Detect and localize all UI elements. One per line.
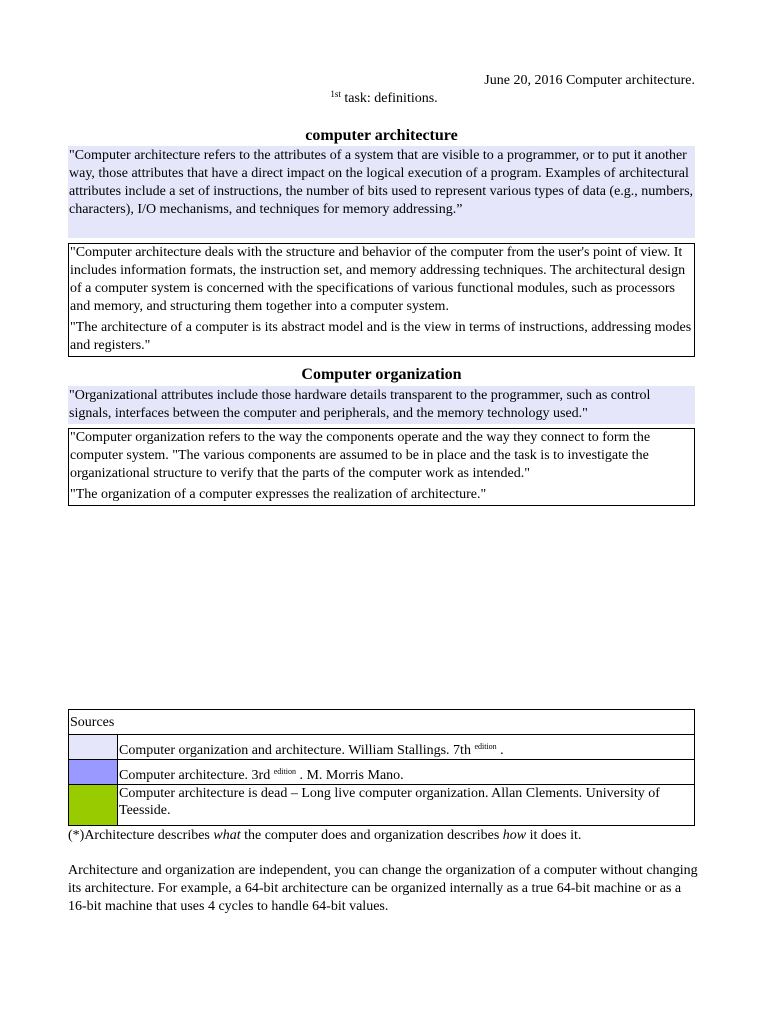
source-citation: Computer organization and architecture. William Stallings. 7th $^{edition}$ .: [118, 735, 695, 760]
source-row: [69, 760, 695, 785]
sources-title: Sources: [69, 710, 695, 735]
architecture-definition-stallings: [68, 146, 695, 238]
emphasis-how: how: [502, 828, 527, 843]
date-title: June 20, 2016 Computer architecture.: [484, 73, 695, 88]
source-color-swatch: [69, 785, 118, 826]
sources-table: [68, 709, 695, 826]
source-color-swatch: [69, 760, 118, 785]
architecture-vs-organization-note: (*)Architecture describes what the computer does and organization describes how it does it.: [68, 828, 582, 843]
organization-definitions-box: [68, 428, 695, 506]
definition-text: "The organization of a computer expresses the realization of architecture.": [70, 487, 487, 502]
citation-superscript: edition: [273, 767, 296, 776]
definition-text: "The architecture of a computer is its abstract model and is the view in terms of instructions, addressing modes and registers.": [70, 320, 692, 353]
task-line: [0, 90, 768, 108]
task-label: task: definitions.: [340, 91, 438, 106]
closing-paragraph: Architecture and organization are independent, you can change the organization of a computer without changing its architecture. For example, a 64-bit architecture can be organized internally as a true 64-bit machine or as a 16-bit machine that uses 4 cycles to handle 64-bit values.: [68, 863, 698, 914]
source-citation: Computer architecture is dead – Long live computer organization. Allan Clements. University of Teesside.: [118, 785, 695, 826]
sources-header-row: [69, 710, 695, 735]
organization-heading: Computer organization: [301, 366, 462, 383]
source-color-swatch: [69, 735, 118, 760]
source-row: [69, 735, 695, 760]
architecture-definitions-box: [68, 243, 695, 357]
citation-superscript: edition: [474, 742, 497, 751]
definition-text: "Computer architecture refers to the attributes of a system that are visible to a programmer, or to put it another way, those attributes that have a direct impact on the logical execution of a program. Examples of architectural attributes include a set of instructions, the number of bits used to represent various types of data (e.g., numbers, characters), I/O mechanisms, and techniques for memory addressing.”: [69, 148, 694, 217]
definition-text: "Organizational attributes include those hardware details transparent to the programmer, such as control signals, interfaces between the computer and peripherals, and the memory technology used.": [69, 388, 651, 421]
source-citation: Computer architecture. 3rd $^{edition}$ . M. Morris Mano.: [118, 760, 695, 785]
emphasis-what: what: [213, 828, 241, 843]
definition-text: "Computer architecture deals with the structure and behavior of the computer from the user's point of view. It includes information formats, the instruction set, and memory addressing techniques. The architectural design of a computer system is concerned with the specifications of various functional modules, such as processors and memory, and structuring them together into a computer system.: [70, 245, 686, 314]
task-number: 1st: [330, 89, 341, 99]
definition-text: "Computer organization refers to the way the components operate and the way they connect to form the computer system. "The various components are assumed to be in place and the task is to investigate the organizational structure to verify that the parts of the computer work as intended.": [70, 430, 651, 481]
organization-definition-stallings: [68, 386, 695, 424]
architecture-heading: computer architecture: [305, 127, 458, 144]
source-row: [69, 785, 695, 826]
